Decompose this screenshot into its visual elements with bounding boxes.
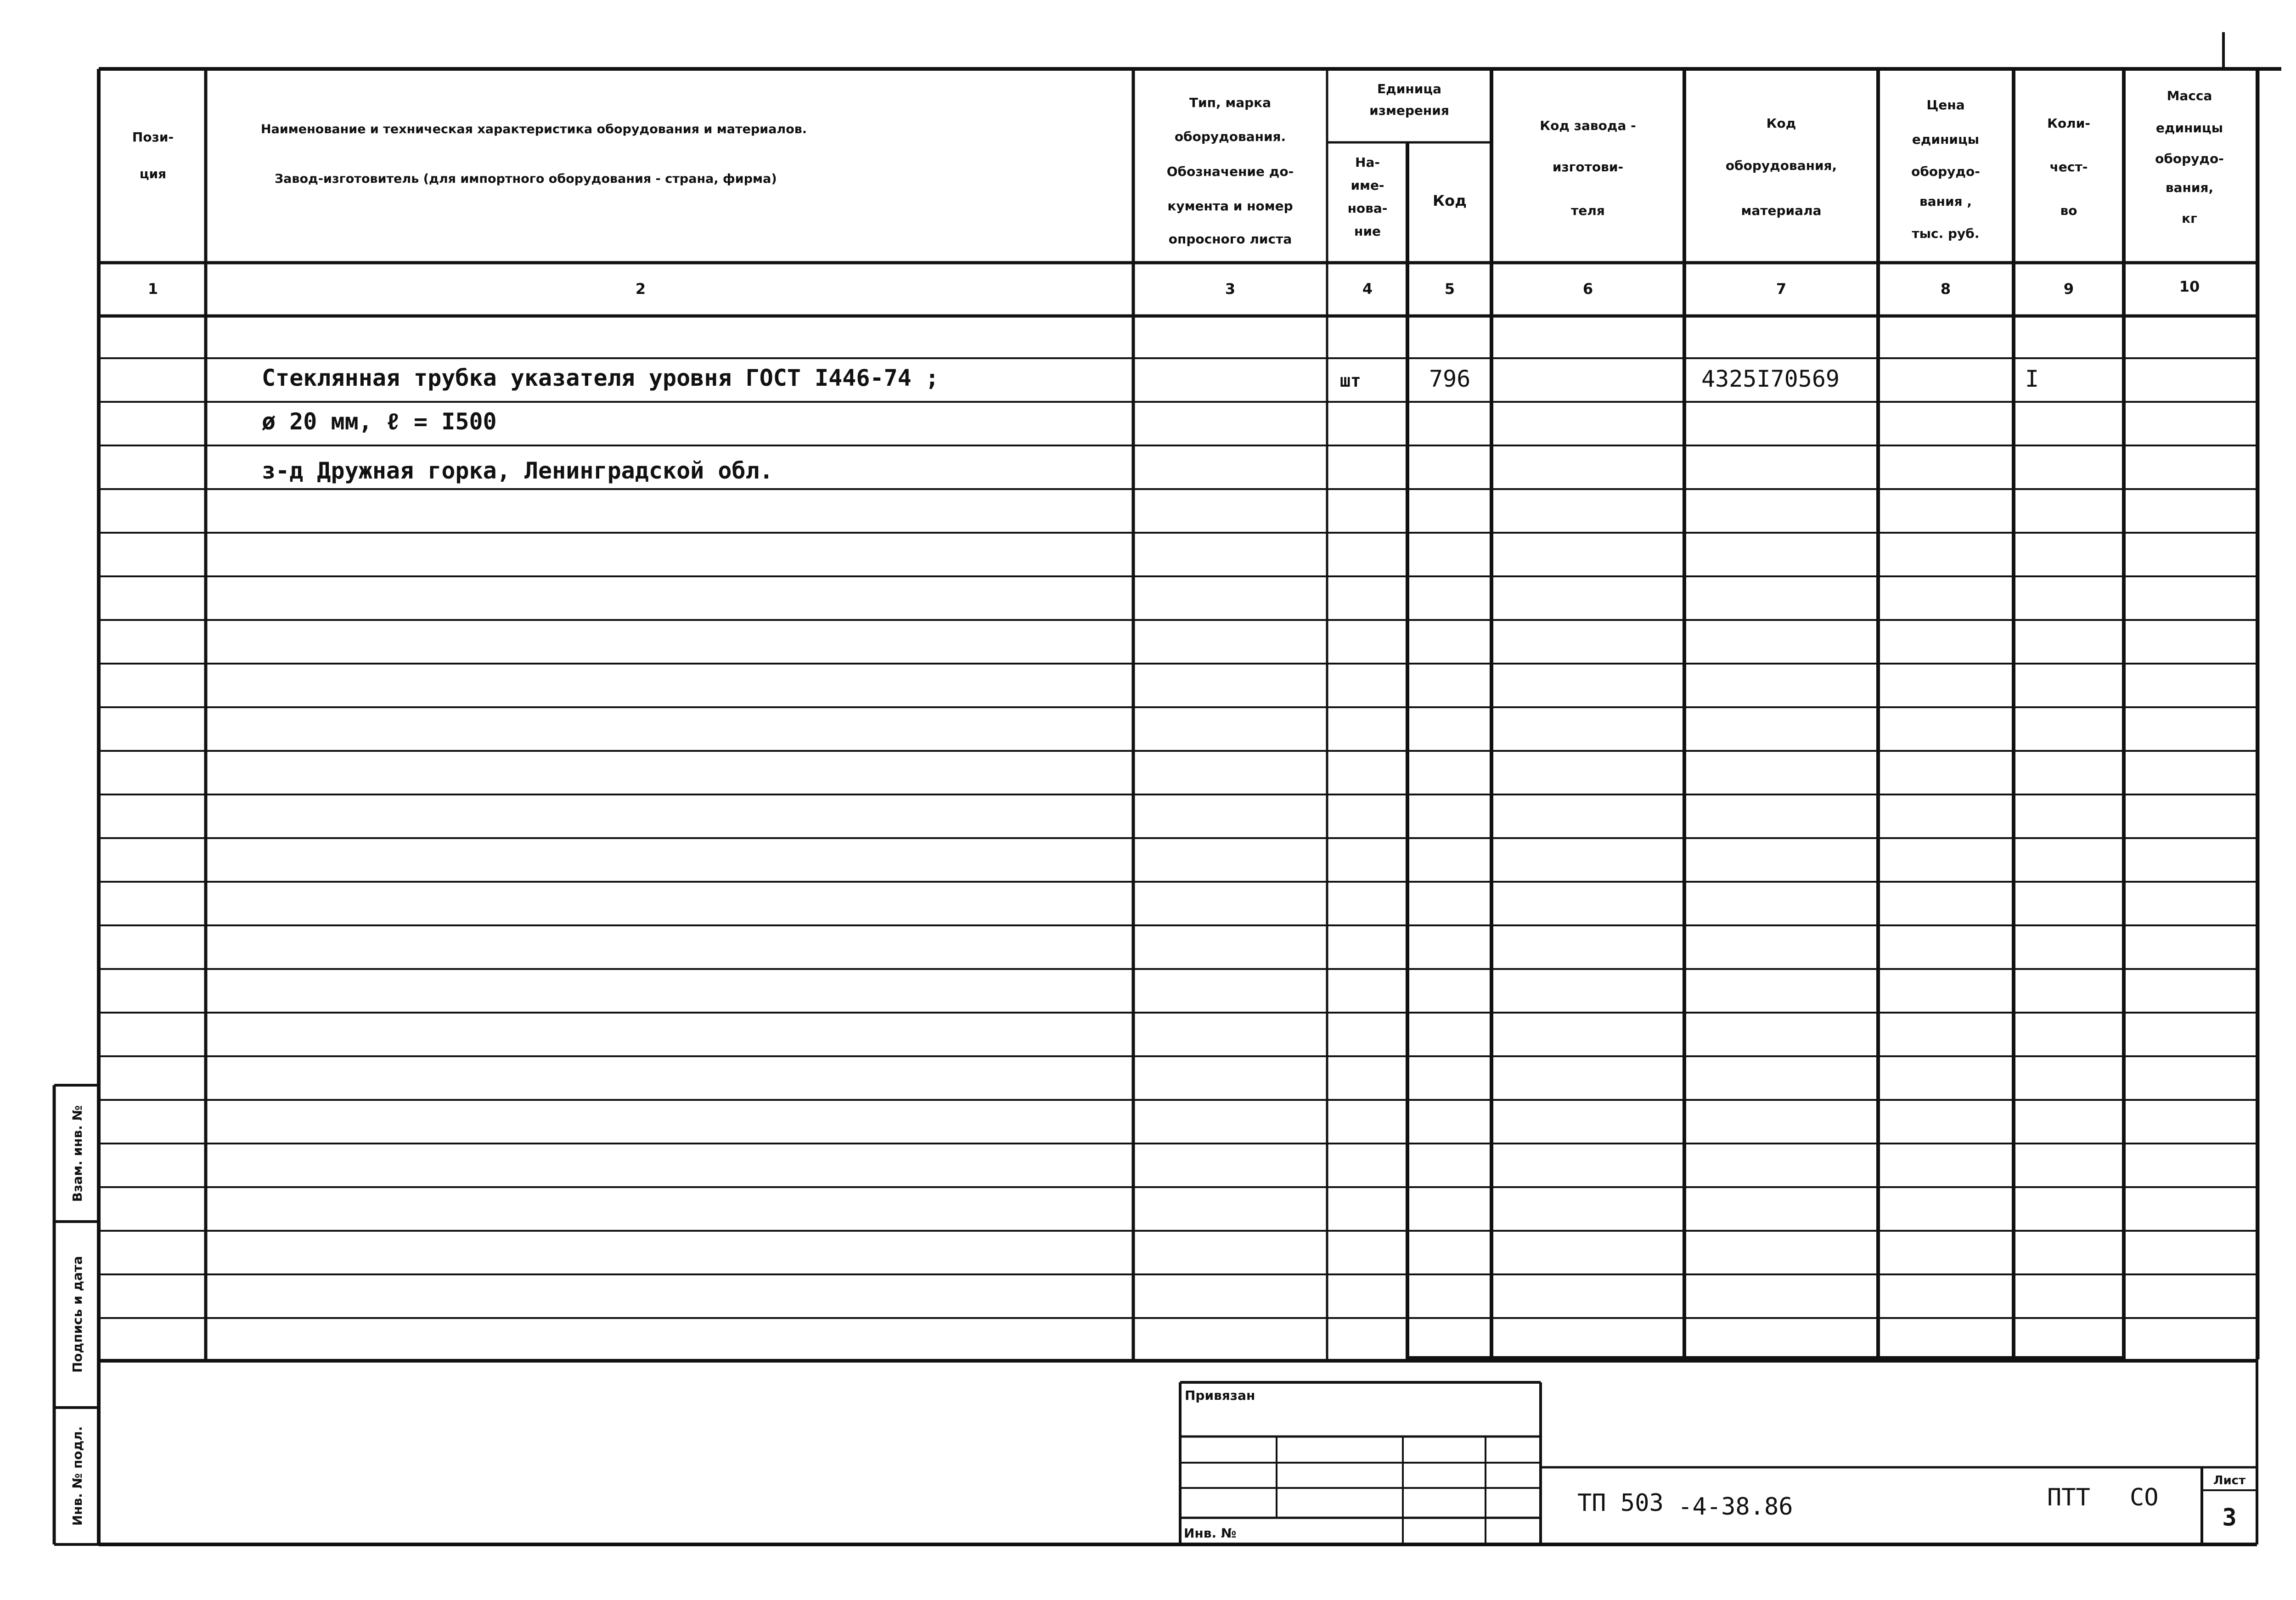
column-number-10: 10: [2179, 278, 2200, 295]
item-unit-name: шт: [1340, 371, 1361, 391]
item-name-line1: Стеклянная трубка указателя уровня ГОСТ I446-74 ;: [262, 365, 940, 391]
sheet-label: Лист: [2213, 1474, 2246, 1487]
table-header: [132, 81, 2224, 247]
header-col4-line2: име-: [1351, 178, 1384, 193]
header-col7-line3: материала: [1741, 203, 1822, 218]
document-mark-so: СО: [2130, 1484, 2159, 1511]
header-col3-line1: Тип, марка: [1189, 95, 1272, 110]
document-designation-part2: -4-38.86: [1678, 1493, 1793, 1521]
header-col3-line4: кумента и номер: [1167, 198, 1293, 214]
header-col8-line3: оборудо-: [1911, 164, 1980, 179]
header-col10-line1: Масса: [2167, 88, 2212, 103]
header-col1-line1: Пози-: [132, 130, 174, 145]
header-unit-group-line1: Единица: [1377, 81, 1441, 96]
header-col9-line1: Коли-: [2047, 116, 2090, 131]
table-row: [262, 365, 2039, 484]
header-col7-line2: оборудования,: [1725, 158, 1837, 173]
header-col4-line3: нова-: [1347, 201, 1388, 216]
header-col5: Код: [1433, 192, 1467, 209]
item-quantity: I: [2025, 366, 2039, 392]
header-col2-line2: Завод-изготовитель (для импортного оборудования - страна, фирма): [275, 172, 777, 186]
table-grid: [99, 69, 2258, 1361]
column-number-2: 2: [635, 280, 646, 298]
privyazan-label: Привязан: [1185, 1388, 1255, 1403]
column-number-4: 4: [1362, 280, 1373, 298]
header-col9-line3: во: [2060, 203, 2077, 218]
header-col8-line1: Цена: [1926, 97, 1965, 113]
stamp-vzam-inv: Взам. инв. №: [70, 1105, 85, 1202]
item-name-line2: ø 20 мм, ℓ = I500: [262, 408, 497, 435]
column-number-8: 8: [1940, 280, 1951, 298]
header-col1-line2: ция: [139, 166, 167, 181]
stamp-inv-podl: Инв. № подл.: [70, 1426, 85, 1526]
column-number-row: [148, 278, 2200, 298]
item-unit-code: 796: [1429, 366, 1471, 392]
header-col8-line5: тыс. руб.: [1912, 226, 1980, 241]
header-col7-line1: Код: [1766, 116, 1796, 131]
header-col9-line2: чест-: [2049, 159, 2088, 175]
header-col3-line5: опросного листа: [1168, 231, 1292, 247]
column-number-1: 1: [147, 280, 158, 298]
column-number-3: 3: [1225, 280, 1236, 298]
item-equipment-code: 4325I70569: [1701, 366, 1840, 392]
header-col10-line3: оборудо-: [2155, 151, 2224, 166]
header-col2-line1: Наименование и техническая характеристика оборудования и материалов.: [261, 122, 807, 136]
inv-no-label: Инв. №: [1184, 1526, 1237, 1541]
document-designation-part1: ТП 503: [1577, 1489, 1678, 1517]
document-mark-ptt: ПТТ: [2047, 1484, 2090, 1511]
header-unit-group-line2: измерения: [1369, 103, 1449, 118]
header-col8-line2: единицы: [1912, 132, 1980, 147]
sheet-number: 3: [2222, 1504, 2237, 1532]
header-col10-line5: кг: [2182, 211, 2197, 226]
column-number-9: 9: [2063, 280, 2074, 298]
header-col6-line2: изготови-: [1552, 159, 1624, 175]
item-name-line3: з-д Дружная горка, Ленинградской обл.: [262, 457, 773, 484]
column-number-7: 7: [1776, 280, 1787, 298]
header-col3-line2: оборудования.: [1174, 129, 1286, 144]
document-designation: [1577, 1489, 1793, 1521]
column-number-6: 6: [1582, 280, 1593, 298]
table-row-lines: [99, 358, 2258, 1318]
header-col10-line4: вания,: [2165, 180, 2214, 195]
column-number-5: 5: [1444, 280, 1455, 298]
stamp-podpis-data: Подпись и дата: [70, 1256, 85, 1373]
header-col3-line3: Обозначение до-: [1166, 164, 1294, 179]
header-col8-line4: вания ,: [1919, 194, 1972, 209]
header-col10-line2: единицы: [2155, 120, 2223, 135]
header-col6-line1: Код завода -: [1540, 118, 1636, 133]
header-col4-line1: На-: [1355, 155, 1380, 170]
header-col4-line4: ние: [1354, 224, 1381, 239]
header-col6-line3: теля: [1571, 203, 1605, 218]
